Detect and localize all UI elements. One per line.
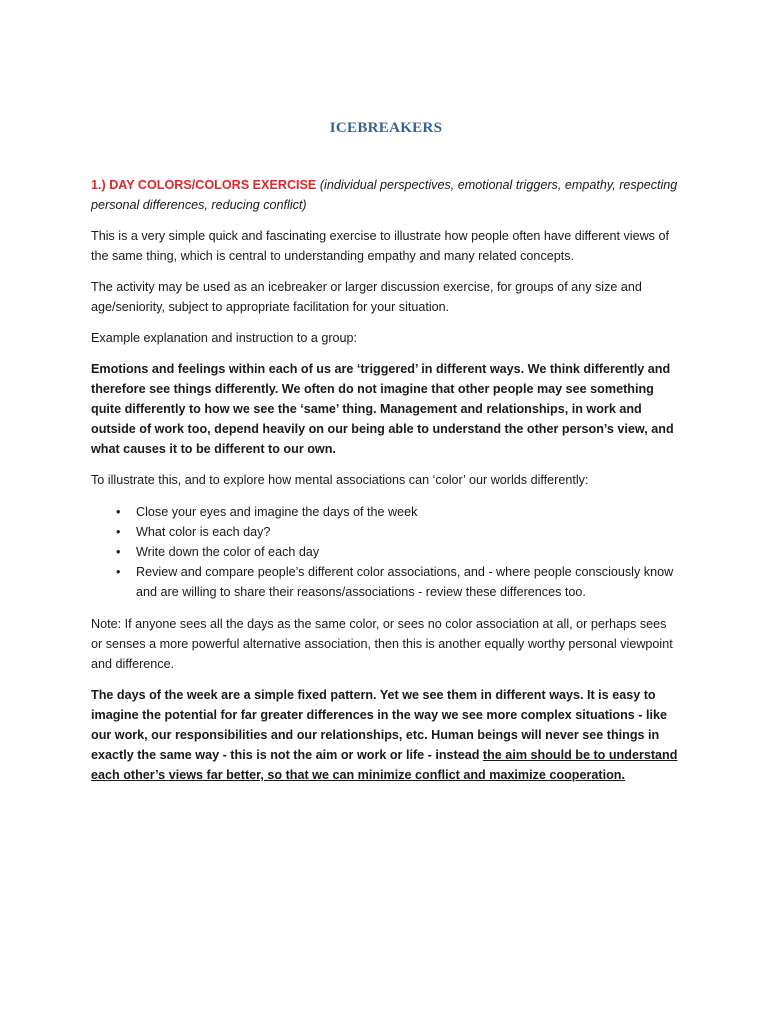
bullet-icon: • [116,565,121,579]
list-item [91,502,681,522]
conclusion-text: The days of the week are a simple fixed pattern. Yet we see them in different ways. It is easy to imagine the potential for far greater differences in the way we see more complex situations - like our work, our responsibilities and our relationships, etc. Human beings will never see things in exactly the same way - this is not the aim or work or life - instead [91,688,667,762]
list-item-text: Review and compare people’s different color associations, and - where people consciously know and are willing to share their reasons/associations - review these differences too. [136,565,674,599]
conclusion-underlined-text: the aim should be to understand each other’s views far better, so that we can minimize conflict and maximize cooperation. [91,748,678,782]
bullet-icon: • [116,525,121,539]
paragraph-usage: The activity may be used as an icebreaker or larger discussion exercise, for groups of any size and age/seniority, subject to appropriate facilitation for your situation. [91,280,642,314]
list-item-text: Close your eyes and imagine the days of the week [136,505,418,519]
paragraph-example-intro: Example explanation and instruction to a group: [91,331,358,345]
paragraph-conclusion [91,685,681,785]
paragraph-emotions: Emotions and feelings within each of us are ‘triggered’ in different ways. We think differently and therefore see things differently. We often do not imagine that other people may see something quite differently to how we see the ‘same’ thing. Management and relationships, in work and outside of work too, depend heavily on our being able to understand the other person’s view, and what causes it to be different to our own. [91,362,674,456]
section-intro [91,175,681,215]
list-item [91,542,681,562]
section-heading: 1.) DAY COLORS/COLORS EXERCISE [91,178,317,192]
list-item [91,562,681,602]
page-title: ICEBREAKERS [329,120,443,136]
bullet-icon: • [116,545,121,559]
instruction-list [91,502,681,602]
paragraph-illustrate: To illustrate this, and to explore how mental associations can ‘color’ our worlds differently: [91,473,589,487]
list-item-text: What color is each day? [136,525,271,539]
paragraph-note: Note: If anyone sees all the days as the same color, or sees no color association at all, or perhaps sees or senses a more powerful alternative association, then this is another equally worthy personal viewpoint and difference. [91,617,673,671]
paragraph-description: This is a very simple quick and fascinating exercise to illustrate how people often have different views of the same thing, which is central to understanding empathy and many related concepts. [91,229,669,263]
bullet-icon: • [116,505,121,519]
list-item-text: Write down the color of each day [136,545,320,559]
list-item [91,522,681,542]
section-subtitle: (individual perspectives, emotional triggers, empathy, respecting personal differences, reducing conflict) [91,178,678,212]
